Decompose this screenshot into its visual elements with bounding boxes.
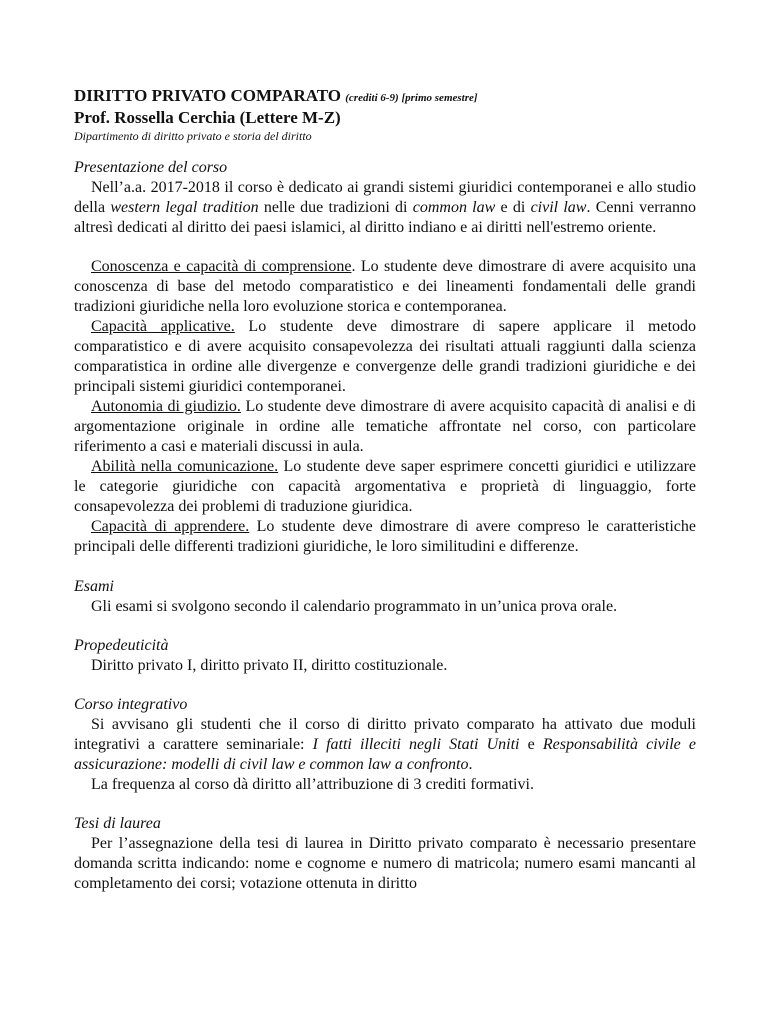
section-title-esami: Esami — [74, 578, 114, 595]
intro-italic-2: common law — [412, 199, 496, 216]
paragraph-intro — [74, 178, 696, 238]
paragraph-crediti: La frequenza al corso dà diritto all’attribuzione di 3 crediti formativi. — [91, 776, 534, 793]
text-abilita: Lo studente deve saper esprimere concetti giuridici e utilizzare le categorie giuridiche con capacità argomentativa e proprietà di linguaggio, forte consapevolezza dei problemi di traduzione giuridica. — [74, 458, 696, 515]
label-applicative: Capacità applicative. — [91, 318, 235, 335]
paragraph-conoscenza — [74, 257, 696, 317]
integrativo-italic-2: Responsabilità civile e assicurazione: modelli di civil law e common law a confronto — [74, 736, 697, 773]
section-title-propedeuticita: Propedeuticità — [74, 637, 169, 654]
intro-italic-3: civil law — [530, 199, 587, 216]
section-tesi — [74, 814, 696, 894]
paragraph-corso-integrativo — [74, 715, 696, 775]
paragraph-apprendere — [74, 517, 696, 557]
label-conoscenza: Conoscenza e capacità di comprensione — [91, 258, 352, 275]
label-apprendere: Capacità di apprendere. — [91, 518, 250, 535]
intro-text-1: Nell’a.a. 2017-2018 il corso è dedicato ai grandi sistemi giuridici contemporanei e allo studio della — [74, 179, 696, 216]
section-title-presentazione: Presentazione del corso — [74, 159, 228, 176]
paragraph-propedeuticita: Diritto privato I, diritto privato II, diritto costituzionale. — [91, 657, 448, 674]
intro-text-2: nelle due tradizioni di — [258, 199, 413, 216]
section-presentazione — [74, 158, 696, 557]
label-abilita: Abilità nella comunicazione. — [91, 458, 279, 475]
intro-text-4: . Cenni verranno altresì dedicati al diritto dei paesi islamici, al diritto indiano e ai diritti nell'estremo oriente. — [74, 199, 697, 236]
text-applicative: Lo studente deve dimostrare di sapere applicare il metodo comparatistico e di avere acquisito consapevolezza dei risultati attuali raggiunti dalla scienza comparatistica in ordine alle divergenze e convergenze delle grandi tradizioni giuridiche e dei principali sistemi giuridici contemporanei. — [74, 318, 697, 395]
paragraph-esami: Gli esami si svolgono secondo il calendario programmato in un’unica prova orale. — [91, 598, 618, 615]
integrativo-text-2: e — [519, 736, 543, 753]
spacer — [74, 238, 696, 257]
paragraph-applicative — [74, 317, 696, 397]
department-name: Dipartimento di diritto privato e storia del diritto — [74, 129, 312, 143]
text-autonomia: Lo studente deve dimostrare di avere acquisito capacità di analisi e di argomentazione originale in ordine alle tematiche affrontate nel corso, con particolare riferimento a casi e materiali discussi in aula. — [74, 398, 697, 455]
document-body — [74, 86, 696, 894]
professor-name: Prof. Rossella Cerchia (Lettere M-Z) — [74, 108, 341, 127]
integrativo-text-3: . — [468, 756, 473, 773]
intro-text-3: e di — [495, 199, 531, 216]
paragraph-autonomia — [74, 397, 696, 457]
section-title-corso-integrativo: Corso integrativo — [74, 696, 188, 713]
integrativo-text-1: Si avvisano gli studenti che il corso di diritto privato comparato ha attivato due moduli integrativi a carattere seminariale: — [74, 716, 696, 753]
section-corso-integrativo — [74, 695, 696, 795]
text-apprendere: Lo studente deve dimostrare di avere compreso le caratteristiche principali delle differenti tradizioni giuridiche, le loro similitudini e differenze. — [74, 518, 696, 555]
paragraph-tesi: Per l’assegnazione della tesi di laurea in Diritto privato comparato è necessario presentare domanda scritta indicando: nome e cognome e numero di matricola; numero esami mancanti al completamento dei corsi; votazione ottenuta in diritto — [74, 835, 696, 892]
label-autonomia: Autonomia di giudizio. — [91, 398, 241, 415]
section-esami — [74, 577, 696, 617]
section-title-tesi: Tesi di laurea — [74, 815, 161, 832]
text-conoscenza: . Lo studente deve dimostrare di avere acquisito una conoscenza di base del metodo comparatistico e dei lineamenti fondamentali delle grandi tradizioni giuridiche nella loro evoluzione storica e contemporanea. — [74, 258, 697, 315]
course-title-text: DIRITTO PRIVATO COMPARATO — [74, 86, 342, 105]
paragraph-abilita — [74, 457, 696, 517]
intro-italic-1: western legal tradition — [110, 199, 259, 216]
integrativo-italic-1: I fatti illeciti negli Stati Uniti — [312, 736, 520, 753]
section-propedeuticita — [74, 636, 696, 676]
course-title-note: (crediti 6-9) [primo semestre] — [345, 92, 478, 104]
course-title — [74, 86, 696, 108]
